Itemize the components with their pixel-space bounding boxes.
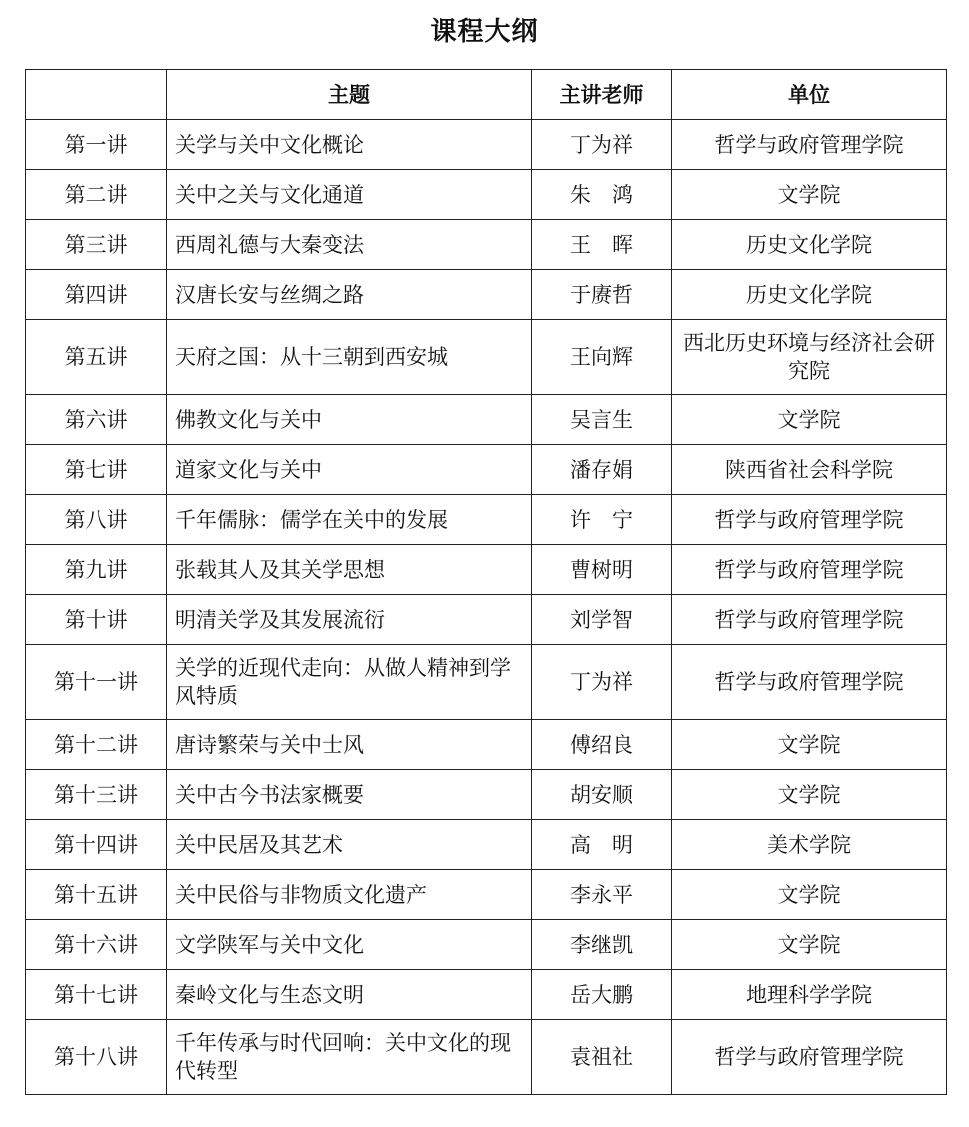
lecture-topic: 秦岭文化与生态文明 bbox=[167, 970, 532, 1020]
lecturer-unit: 文学院 bbox=[672, 170, 947, 220]
table-row bbox=[26, 720, 947, 770]
table-row bbox=[26, 270, 947, 320]
header-lecture bbox=[26, 70, 167, 120]
lecturer-name: 丁为祥 bbox=[532, 645, 672, 720]
lecturer-unit: 文学院 bbox=[672, 870, 947, 920]
lecturer-unit: 文学院 bbox=[672, 395, 947, 445]
lecture-number: 第一讲 bbox=[26, 120, 167, 170]
lecture-number: 第十一讲 bbox=[26, 645, 167, 720]
lecturer-unit: 哲学与政府管理学院 bbox=[672, 120, 947, 170]
lecturer-name: 李永平 bbox=[532, 870, 672, 920]
header-lecturer: 主讲老师 bbox=[532, 70, 672, 120]
lecturer-unit: 哲学与政府管理学院 bbox=[672, 545, 947, 595]
lecture-number: 第十七讲 bbox=[26, 970, 167, 1020]
lecturer-name: 胡安顺 bbox=[532, 770, 672, 820]
table-row bbox=[26, 820, 947, 870]
lecturer-name: 高 明 bbox=[532, 820, 672, 870]
lecture-topic: 明清关学及其发展流衍 bbox=[167, 595, 532, 645]
header-row bbox=[26, 70, 947, 120]
lecturer-name: 傅绍良 bbox=[532, 720, 672, 770]
lecture-number: 第八讲 bbox=[26, 495, 167, 545]
lecture-topic: 千年儒脉：儒学在关中的发展 bbox=[167, 495, 532, 545]
lecturer-name: 李继凯 bbox=[532, 920, 672, 970]
table-row bbox=[26, 395, 947, 445]
lecture-number: 第十三讲 bbox=[26, 770, 167, 820]
table-row bbox=[26, 445, 947, 495]
lecturer-name: 王 晖 bbox=[532, 220, 672, 270]
lecture-number: 第十六讲 bbox=[26, 920, 167, 970]
lecture-number: 第六讲 bbox=[26, 395, 167, 445]
lecture-topic: 关学与关中文化概论 bbox=[167, 120, 532, 170]
table-row bbox=[26, 595, 947, 645]
lecturer-unit: 哲学与政府管理学院 bbox=[672, 645, 947, 720]
lecture-topic: 天府之国：从十三朝到西安城 bbox=[167, 320, 532, 395]
lecturer-unit: 文学院 bbox=[672, 920, 947, 970]
lecture-topic: 文学陕军与关中文化 bbox=[167, 920, 532, 970]
lecturer-unit: 美术学院 bbox=[672, 820, 947, 870]
lecture-topic: 汉唐长安与丝绸之路 bbox=[167, 270, 532, 320]
table-row bbox=[26, 320, 947, 395]
lecturer-unit: 地理科学学院 bbox=[672, 970, 947, 1020]
lecturer-unit: 西北历史环境与经济社会研究院 bbox=[672, 320, 947, 395]
lecturer-unit: 哲学与政府管理学院 bbox=[672, 595, 947, 645]
lecture-number: 第五讲 bbox=[26, 320, 167, 395]
lecturer-name: 丁为祥 bbox=[532, 120, 672, 170]
lecture-topic: 关学的近现代走向：从做人精神到学风特质 bbox=[167, 645, 532, 720]
lecture-topic: 关中古今书法家概要 bbox=[167, 770, 532, 820]
lecturer-name: 袁祖社 bbox=[532, 1020, 672, 1095]
table-row bbox=[26, 920, 947, 970]
lecture-topic: 关中民居及其艺术 bbox=[167, 820, 532, 870]
lecture-number: 第七讲 bbox=[26, 445, 167, 495]
lecture-number: 第十五讲 bbox=[26, 870, 167, 920]
lecturer-name: 曹树明 bbox=[532, 545, 672, 595]
lecturer-unit: 历史文化学院 bbox=[672, 220, 947, 270]
table-row bbox=[26, 870, 947, 920]
lecturer-name: 王向辉 bbox=[532, 320, 672, 395]
table-row bbox=[26, 970, 947, 1020]
lecture-number: 第二讲 bbox=[26, 170, 167, 220]
lecture-topic: 关中民俗与非物质文化遗产 bbox=[167, 870, 532, 920]
table-row bbox=[26, 645, 947, 720]
lecturer-unit: 哲学与政府管理学院 bbox=[672, 495, 947, 545]
lecturer-name: 朱 鸿 bbox=[532, 170, 672, 220]
table-row bbox=[26, 220, 947, 270]
lecture-number: 第十八讲 bbox=[26, 1020, 167, 1095]
lecturer-name: 许 宁 bbox=[532, 495, 672, 545]
lecture-number: 第三讲 bbox=[26, 220, 167, 270]
page-title: 课程大纲 bbox=[430, 17, 539, 47]
table-row bbox=[26, 495, 947, 545]
lecturer-name: 吴言生 bbox=[532, 395, 672, 445]
lecture-topic: 佛教文化与关中 bbox=[167, 395, 532, 445]
lecturer-unit: 文学院 bbox=[672, 720, 947, 770]
course-outline-table bbox=[25, 69, 947, 1095]
lecturer-unit: 文学院 bbox=[672, 770, 947, 820]
table-row bbox=[26, 1020, 947, 1095]
lecture-number: 第十二讲 bbox=[26, 720, 167, 770]
lecturer-unit: 陕西省社会科学院 bbox=[672, 445, 947, 495]
lecturer-name: 岳大鹏 bbox=[532, 970, 672, 1020]
lecture-number: 第九讲 bbox=[26, 545, 167, 595]
header-topic: 主题 bbox=[167, 70, 532, 120]
table-row bbox=[26, 170, 947, 220]
lecture-number: 第十讲 bbox=[26, 595, 167, 645]
lecture-number: 第十四讲 bbox=[26, 820, 167, 870]
table-row bbox=[26, 770, 947, 820]
lecturer-unit: 哲学与政府管理学院 bbox=[672, 1020, 947, 1095]
header-unit: 单位 bbox=[672, 70, 947, 120]
lecturer-name: 潘存娟 bbox=[532, 445, 672, 495]
lecturer-name: 刘学智 bbox=[532, 595, 672, 645]
lecture-topic: 张载其人及其关学思想 bbox=[167, 545, 532, 595]
lecture-number: 第四讲 bbox=[26, 270, 167, 320]
lecturer-name: 于赓哲 bbox=[532, 270, 672, 320]
lecture-topic: 千年传承与时代回响：关中文化的现代转型 bbox=[167, 1020, 532, 1095]
lecture-topic: 关中之关与文化通道 bbox=[167, 170, 532, 220]
lecture-topic: 道家文化与关中 bbox=[167, 445, 532, 495]
lecturer-unit: 历史文化学院 bbox=[672, 270, 947, 320]
table-row bbox=[26, 545, 947, 595]
table-row bbox=[26, 120, 947, 170]
lecture-topic: 唐诗繁荣与关中士风 bbox=[167, 720, 532, 770]
lecture-topic: 西周礼德与大秦变法 bbox=[167, 220, 532, 270]
